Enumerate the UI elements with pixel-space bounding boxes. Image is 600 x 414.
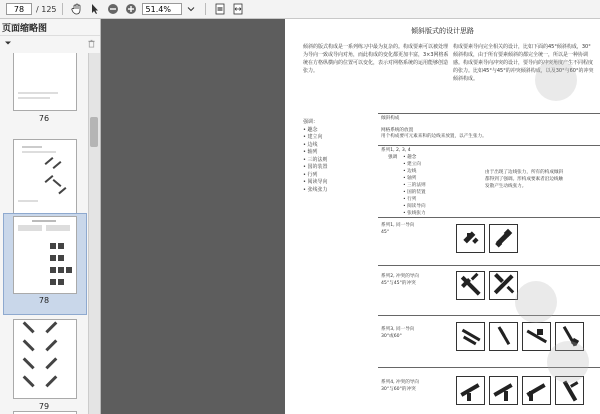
thumbnail-page-number: 76 <box>38 114 50 123</box>
zoom-in-button[interactable] <box>124 2 138 16</box>
zoom-in-icon <box>125 3 137 15</box>
toolbar-divider <box>205 3 206 15</box>
hand-icon <box>71 3 83 15</box>
list-item: • 行列 <box>303 171 318 178</box>
options-icon <box>4 39 12 47</box>
page-number-input[interactable] <box>6 3 32 15</box>
series-note: 由于出现了边线张力，所有的构成倾斜都得到了强调。形构成要素者沿边线触发散产生动线张力。 <box>485 170 564 189</box>
sidebar-title: 页面缩略图 <box>0 19 100 36</box>
list-item: • 国的装置 <box>303 164 328 170</box>
delete-page-button[interactable] <box>87 39 96 50</box>
thumbnail-item-current[interactable] <box>0 216 88 316</box>
series-title: 系列1, 2, 3, 4 <box>381 148 411 153</box>
series-label: 强调 <box>388 155 398 160</box>
watermark <box>535 59 577 101</box>
list-item: • 三的法则 <box>303 156 328 163</box>
intro-left-text: 倾斜的版式构成是一系列练习中最为复杂的。构成要素可以被处理为导向一致或导向对角，而此构成的变化都更加丰富，3×3网格系统在方格纵横向的位置可以变化，表示对网格系统的运用能够创造张力。 <box>303 44 449 74</box>
thumbnail-page-image <box>13 53 77 111</box>
composition-sample <box>456 376 485 405</box>
composition-sample <box>456 224 485 253</box>
list-item: • 阅读导向 <box>303 179 328 185</box>
sidebar-scrollbar[interactable] <box>88 53 100 414</box>
watermark <box>547 341 589 383</box>
series-angle: 45°与45°的冲突 <box>381 281 416 286</box>
series-title: 系列2, 冲突的导向 <box>381 274 420 279</box>
thumbnail-page-image <box>13 216 77 294</box>
page-heading: 倾斜版式的设计思路 <box>411 27 474 35</box>
zoom-dropdown-button[interactable] <box>184 2 198 16</box>
composition-sample <box>489 376 518 405</box>
fit-page-button[interactable] <box>213 2 227 16</box>
section-subtitle: 网格系统的放置 <box>381 128 414 133</box>
document-page <box>285 19 600 414</box>
document-viewer[interactable] <box>101 19 600 414</box>
list-item: • 张线张力 <box>303 186 328 193</box>
zoom-out-button[interactable] <box>106 2 120 16</box>
list-item: • 轴列 <box>303 149 318 155</box>
section-rule <box>378 145 600 146</box>
thumbnail-page-number: 78 <box>38 296 50 305</box>
composition-sample <box>456 271 485 300</box>
section-description: 用个构成要可元素来和的边线来放置，以产生张力。 <box>381 134 487 139</box>
hand-tool-button[interactable] <box>70 2 84 16</box>
series-list: • 趣念 • 建立向 • 边线 • 轴列 • 三的法则 • 国的装置 • 行列 • 阅读导向 • 张线张力 <box>403 155 426 216</box>
select-tool-button[interactable] <box>88 2 102 16</box>
fit-width-button[interactable] <box>231 2 245 16</box>
intro-right-text: 构成要素导向完全相关的设计，比如下面的45°倾斜构成，30°倾斜构成，由于所有要素倾斜的都完全统一，所以是一种协调感。构成要素导向冲突的设计，要导向的冲突角度产生不同程度的张力。比如45°与45°的冲突倾斜构成，以及30°与60°的冲突倾斜构成。 <box>453 44 594 82</box>
thumbnail-sidebar <box>0 19 101 414</box>
series-title: 系列3, 同一导向 <box>381 327 415 332</box>
list-item: • 边线 <box>303 141 318 148</box>
emphasis-list <box>303 119 328 194</box>
trash-icon <box>87 39 96 48</box>
section-rule <box>378 217 600 218</box>
list-item: • 建立向 <box>303 134 323 140</box>
thumbnail-page-image <box>13 139 77 219</box>
page-total: / 125 <box>36 4 57 14</box>
list-item: • 趣念 <box>303 126 318 133</box>
thumbnail-item[interactable] <box>0 53 88 129</box>
composition-sample <box>456 322 485 351</box>
toolbar <box>0 0 600 19</box>
thumbnail-list <box>0 53 88 414</box>
chevron-down-icon <box>187 5 195 13</box>
options-button[interactable] <box>4 39 12 49</box>
section-rule <box>378 113 600 114</box>
sidebar-tools <box>0 36 100 52</box>
series-angle: 30°或60° <box>381 334 402 339</box>
composition-sample <box>522 322 551 351</box>
zoom-out-icon <box>107 3 119 15</box>
series-title: 系列1, 同一导向 <box>381 223 415 228</box>
fit-width-icon <box>232 3 244 15</box>
sidebar-scrollbar-thumb[interactable] <box>90 117 98 147</box>
zoom-level-input[interactable] <box>142 3 182 15</box>
arrow-pointer-icon <box>89 3 101 15</box>
composition-sample <box>489 271 518 300</box>
section-rule <box>378 315 600 316</box>
emphasis-list-title: 强调： <box>303 119 319 125</box>
thumbnail-page-number: 79 <box>38 402 50 411</box>
thumbnail-item[interactable] <box>0 319 88 414</box>
composition-sample <box>489 224 518 253</box>
series-angle: 45° <box>381 230 390 235</box>
thumbnail-page-image <box>13 319 77 399</box>
series-title: 系列4, 冲突的导向 <box>381 380 420 385</box>
toolbar-divider <box>62 3 63 15</box>
composition-sample <box>489 322 518 351</box>
series-angle: 30°与60°的冲突 <box>381 387 416 392</box>
watermark <box>515 281 557 323</box>
section-title: 倾斜构成 <box>381 116 400 121</box>
fit-page-icon <box>214 3 226 15</box>
composition-sample <box>522 376 551 405</box>
section-rule <box>378 265 600 266</box>
